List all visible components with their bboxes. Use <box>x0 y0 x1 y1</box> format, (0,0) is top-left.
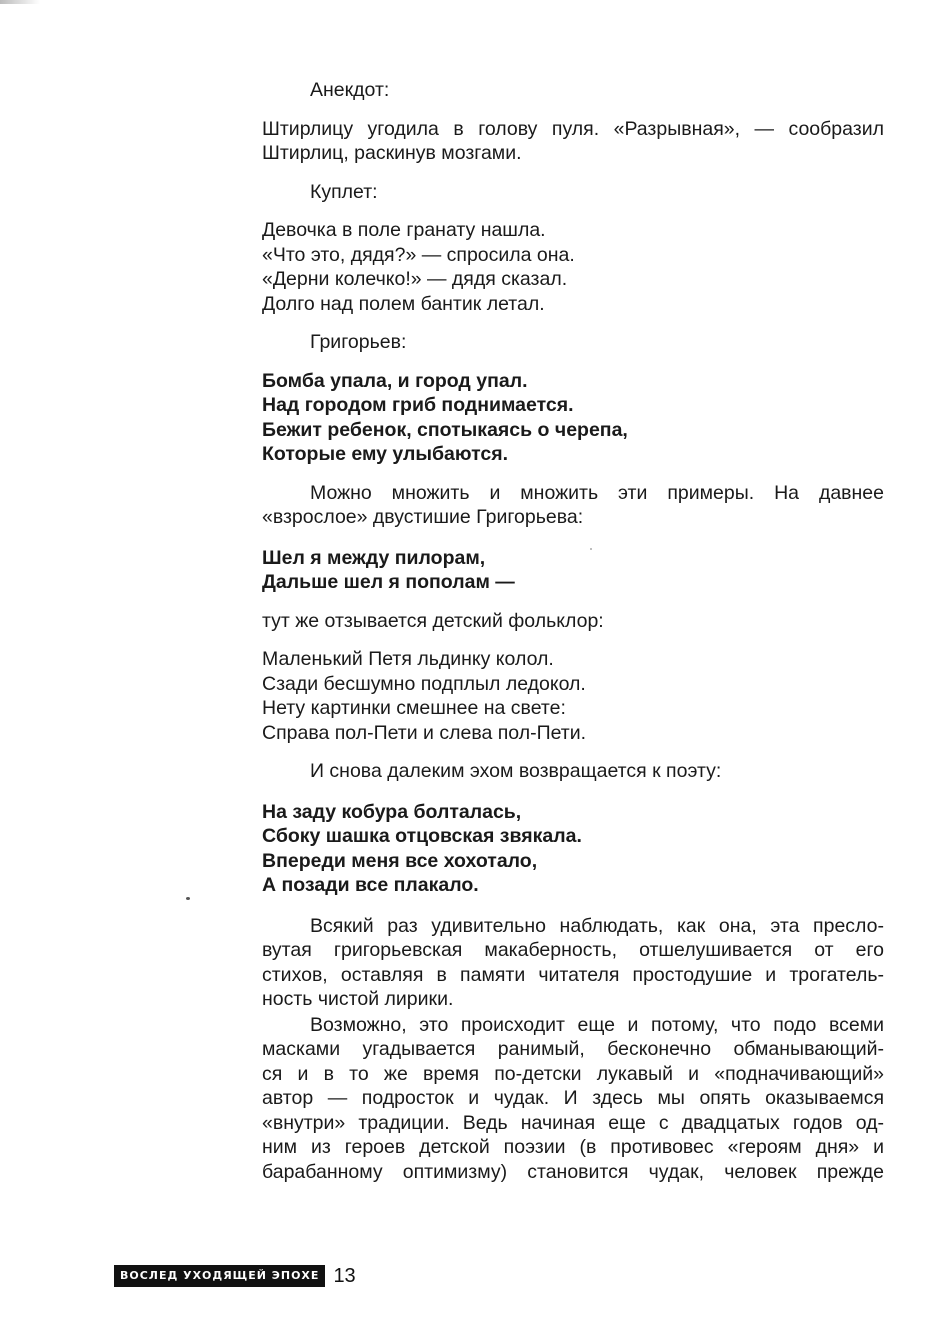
folklore-intro: тут же отзывается детский фольклор: <box>262 609 604 632</box>
verse-line: Нету картинки смешнее на свете: <box>262 697 566 719</box>
section-title-bar: ВОСЛЕД УХОДЯЩЕЙ ЭПОХЕ <box>114 1265 325 1287</box>
verse-line: Девочка в поле гранату нашла. <box>262 219 546 241</box>
echo-intro: И снова далеким эхом возвращается к поэту: <box>310 760 722 782</box>
text-line: Можно множить и множить эти примеры. На давнее <box>310 481 884 504</box>
text-line: автор — подросток и чудак. И здесь мы опять оказываемся <box>262 1087 884 1109</box>
verse-line: Справа пол-Пети и слева пол-Пети. <box>262 721 587 744</box>
grigoriev-label: Григорьев: <box>310 331 407 353</box>
text-line: Штирлиц, раскинув мозгами. <box>262 142 522 164</box>
verse-line: Сбоку шашка отцовская звякала. <box>262 825 582 847</box>
verse-line: Впереди меня все хохотало, <box>262 849 538 872</box>
text-line: барабанному оптимизму) становится чудак, человек прежде <box>262 1160 884 1183</box>
kobura-verse <box>262 800 884 898</box>
text-line: Штирлицу угодила в голову пуля. «Разрывная», — сообразил <box>262 117 884 140</box>
text-line: масками угадывается ранимый, бесконечно обманывающий- <box>262 1038 884 1060</box>
masks-paragraph <box>262 1013 884 1185</box>
verse-line: Бомба упала, и город упал. <box>262 369 528 392</box>
text-line: «взрослое» двустишие Григорьева: <box>262 506 584 528</box>
macabre-paragraph <box>262 914 884 1012</box>
main-text-column <box>262 74 884 1184</box>
grigoriev-verse <box>262 369 884 467</box>
verse-line: «Дерни колечко!» — дядя сказал. <box>262 268 568 290</box>
couplet-label: Куплет: <box>310 180 378 203</box>
scan-speck <box>186 897 190 900</box>
verse-line: А позади все плакало. <box>262 874 479 896</box>
text-line: вутая григорьевская макаберность, отшелушивается от его <box>262 939 884 961</box>
text-line: ся и в то же время по-детски лукавый и «подначивающий» <box>262 1062 884 1085</box>
text-line: ним из героев детской поэзии (в противовес «героям дня» и <box>262 1136 884 1158</box>
page-number: 13 <box>333 1264 356 1287</box>
text-line: Всякий раз удивительно наблюдать, как она, эта пресло- <box>310 914 884 937</box>
verse-line: «Что это, дядя?» — спросила она. <box>262 243 575 266</box>
page-footer <box>114 1264 356 1288</box>
verse-line: Бежит ребенок, спотыкаясь о черепа, <box>262 418 628 441</box>
text-line: стихов, оставляя в памяти читателя простодушие и трогатель- <box>262 963 884 986</box>
examples-paragraph <box>214 481 884 530</box>
anecdote-label: Анекдот: <box>310 79 390 101</box>
verse-line: Сзади бесшумно подплыл ледокол. <box>262 672 586 695</box>
pilorama-couplet <box>262 546 884 595</box>
couplet-verse <box>262 218 884 316</box>
verse-line: Маленький Петя льдинку колол. <box>262 648 554 670</box>
verse-line: Шел я между пилорам, <box>262 546 486 569</box>
text-line: ность чистой лирики. <box>262 988 454 1010</box>
text-line: Возможно, это происходит еще и потому, что подо всеми <box>310 1013 884 1036</box>
verse-line: Долго над полем бантик летал. <box>262 292 545 315</box>
verse-line: Которые ему улыбаются. <box>262 443 508 465</box>
scan-edge-mark <box>0 0 40 4</box>
petya-verse <box>262 647 884 745</box>
text-line: «внутри» традиции. Ведь начиная еще с двадцатых годов од- <box>262 1111 884 1134</box>
verse-line: Над городом гриб поднимается. <box>262 394 574 416</box>
anecdote-text <box>262 117 884 166</box>
verse-line: Дальше шел я пополам — <box>262 571 515 593</box>
verse-line: На заду кобура болталась, <box>262 800 522 823</box>
